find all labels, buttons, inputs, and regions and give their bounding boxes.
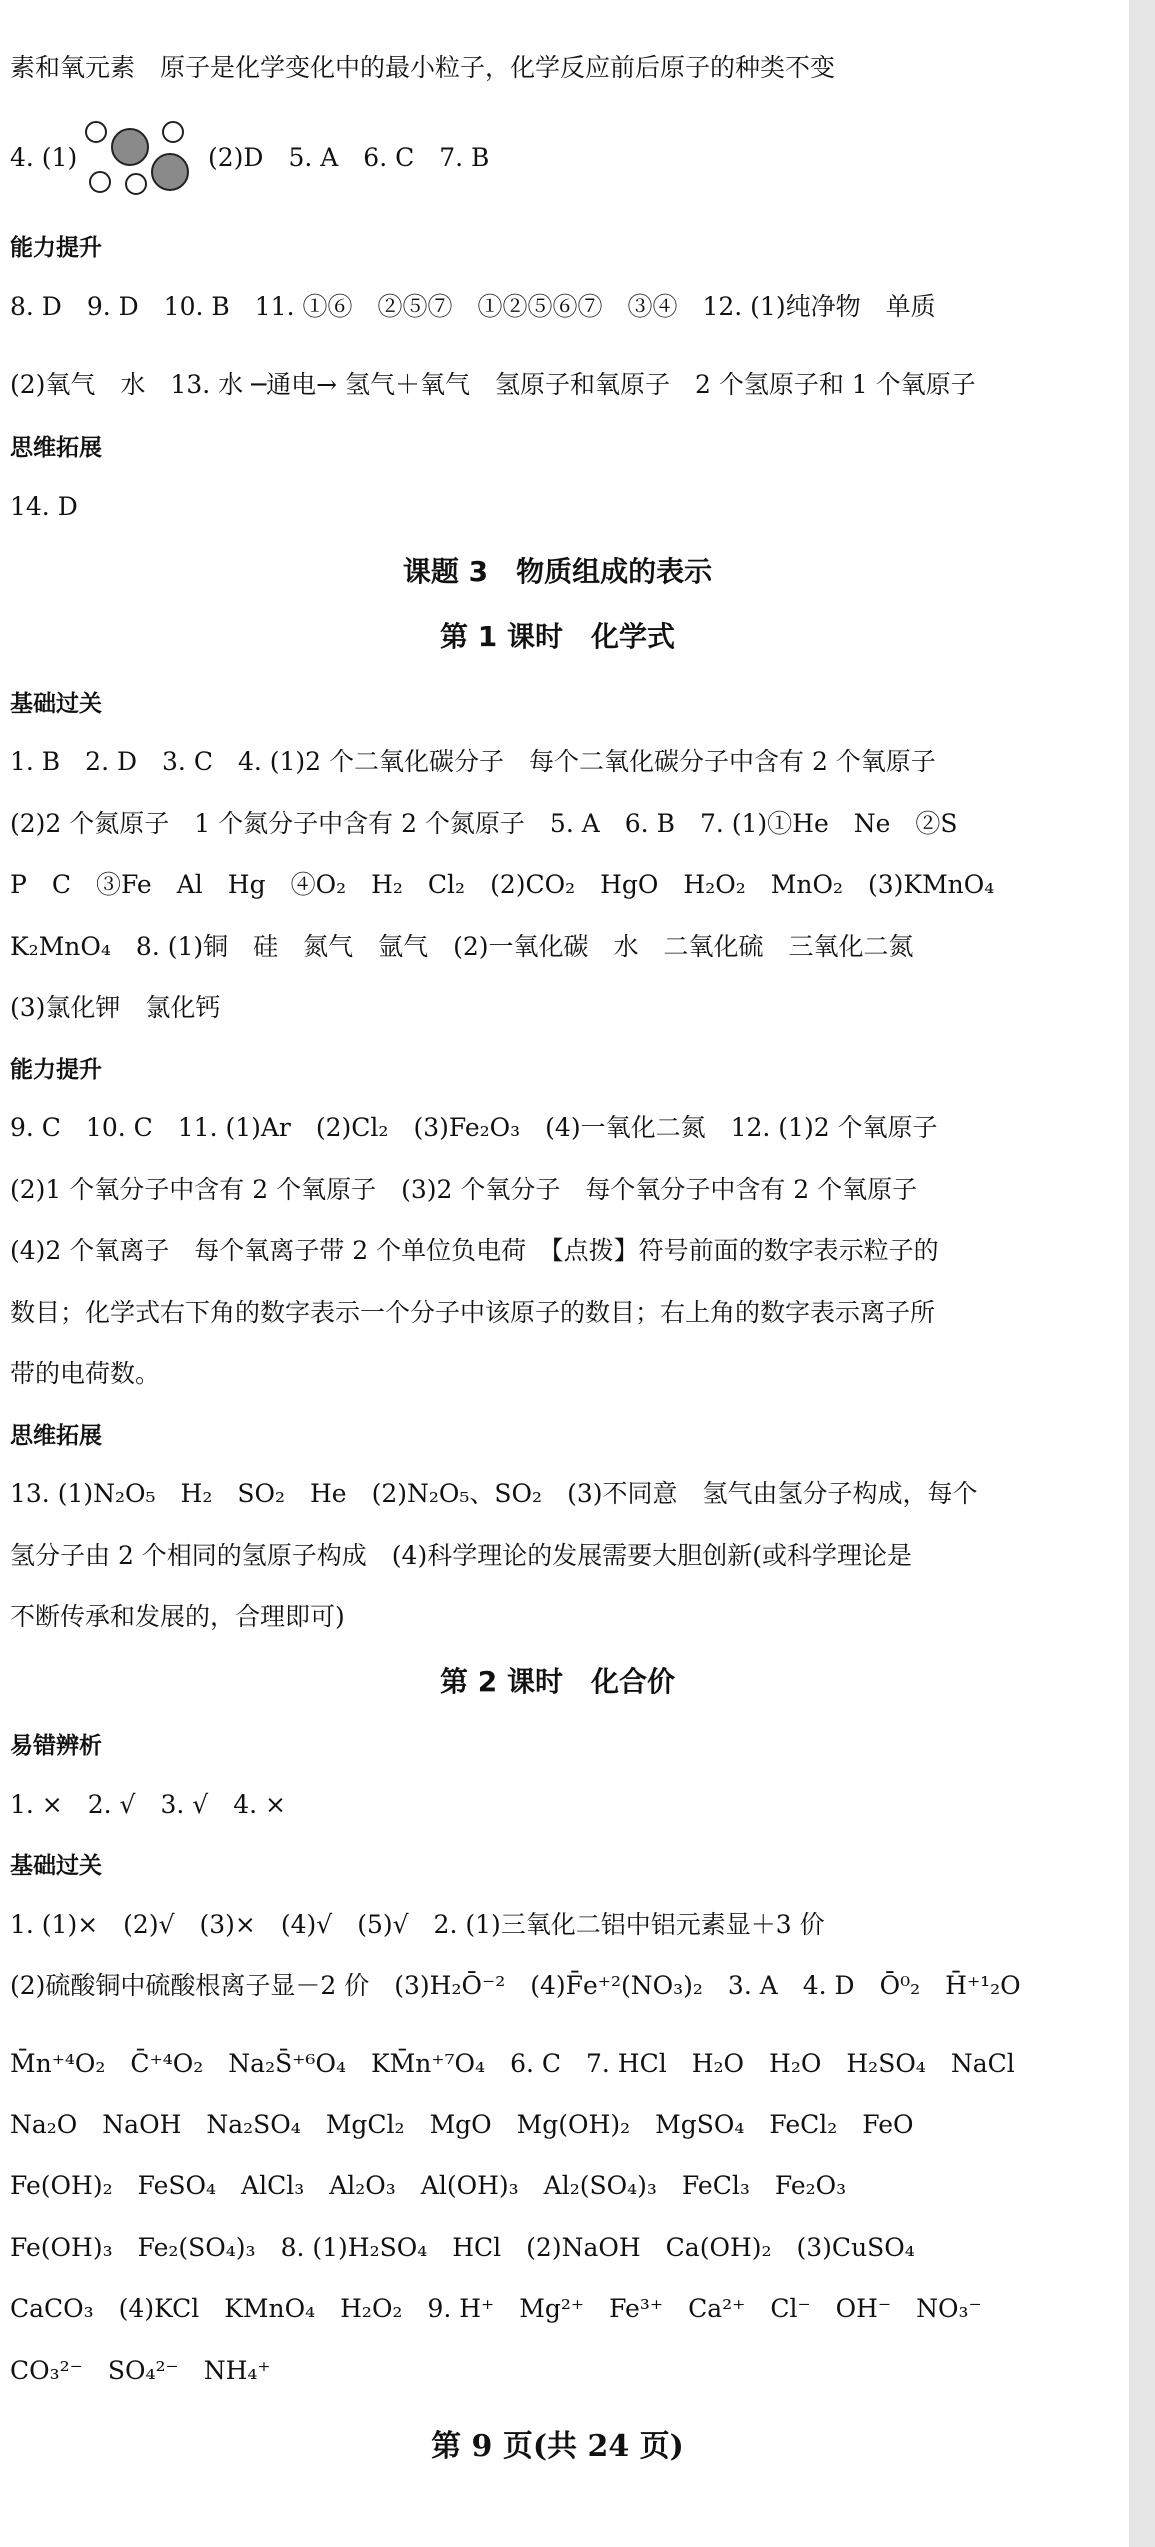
answer-line: (2)硫酸铜中硫酸根离子显－2 价 (3)H₂Ō⁻² (4)F̄e⁺²(NO₃)₂ 3. A 4. D Ō⁰₂ H̄⁺¹₂O	[10, 1971, 1021, 2000]
answer-line: 4. (1)	[10, 143, 78, 172]
section-heading: 基础过关	[10, 691, 102, 717]
answer-line: CO₃²⁻ SO₄²⁻ NH₄⁺	[10, 2356, 271, 2385]
period-title: 第 1 课时 化学式	[440, 620, 675, 653]
answer-line: (3)氯化钾 氯化钙	[10, 993, 221, 1022]
answer-line: 1. × 2. √ 3. √ 4. ×	[10, 1790, 286, 1819]
answer-line: 1. (1)× (2)√ (3)× (4)√ (5)√ 2. (1)三氧化二铝中铝元素显＋3 价	[10, 1910, 825, 1939]
page-footer: 第 9 页(共 24 页)	[431, 2429, 684, 2464]
answer-line: 不断传承和发展的，合理即可)	[10, 1602, 345, 1631]
lesson-title: 课题 3 物质组成的表示	[402, 555, 713, 588]
section-heading: 基础过关	[10, 1853, 102, 1879]
answer-line: (2)2 个氮原子 1 个氮分子中含有 2 个氮原子 5. A 6. B 7. (1)①He Ne ②S	[10, 809, 958, 838]
section-heading: 能力提升	[10, 235, 102, 261]
answer-line: P C ③Fe Al Hg ④O₂ H₂ Cl₂ (2)CO₂ HgO H₂O₂ MnO₂ (3)KMnO₄	[10, 870, 995, 899]
answer-line: Fe(OH)₃ Fe₂(SO₄)₃ 8. (1)H₂SO₄ HCl (2)NaOH Ca(OH)₂ (3)CuSO₄	[10, 2233, 915, 2262]
answer-line: CaCO₃ (4)KCl KMnO₄ H₂O₂ 9. H⁺ Mg²⁺ Fe³⁺ Ca²⁺ Cl⁻ OH⁻ NO₃⁻	[10, 2294, 982, 2323]
section-heading: 思维拓展	[10, 435, 102, 461]
answer-line: K₂MnO₄ 8. (1)铜 硅 氮气 氩气 (2)一氧化碳 水 二氧化硫 三氧化二氮	[10, 932, 914, 961]
answer-line: 素和氧元素 原子是化学变化中的最小粒子，化学反应前后原子的种类不变	[10, 53, 836, 82]
answer-line: 1. B 2. D 3. C 4. (1)2 个二氧化碳分子 每个二氧化碳分子中含有 2 个氧原子	[10, 747, 936, 776]
section-heading: 能力提升	[10, 1057, 102, 1083]
section-heading: 思维拓展	[10, 1423, 102, 1449]
period-title: 第 2 课时 化合价	[440, 1665, 675, 1698]
answer-line: 数目；化学式右下角的数字表示一个分子中该原子的数目；右上角的数字表示离子所	[10, 1298, 936, 1327]
answer-line: 13. (1)N₂O₅ H₂ SO₂ He (2)N₂O₅、SO₂ (3)不同意 氢气由氢分子构成，每个	[10, 1479, 978, 1508]
answer-line: 带的电荷数。	[10, 1359, 161, 1388]
answer-line: Fe(OH)₂ FeSO₄ AlCl₃ Al₂O₃ Al(OH)₃ Al₂(SO₄)₃ FeCl₃ Fe₂O₃	[10, 2171, 847, 2200]
section-heading: 易错辨析	[10, 1733, 102, 1759]
molecule-model-icon	[78, 112, 198, 202]
answer-line: (4)2 个氧离子 每个氧离子带 2 个单位负电荷 【点拨】符号前面的数字表示粒子的	[10, 1236, 939, 1265]
answer-line: 9. C 10. C 11. (1)Ar (2)Cl₂ (3)Fe₂O₃ (4)一氧化二氮 12. (1)2 个氧原子	[10, 1113, 938, 1142]
answer-line: (2)D 5. A 6. C 7. B	[208, 143, 490, 172]
answer-line: 8. D 9. D 10. B 11. ①⑥ ②⑤⑦ ①②⑤⑥⑦ ③④ 12. (1)纯净物 单质	[10, 292, 936, 321]
answer-line: M̄n⁺⁴O₂ C̄⁺⁴O₂ Na₂S̄⁺⁶O₄ KM̄n⁺⁷O₄ 6. C 7. HCl H₂O H₂O H₂SO₄ NaCl	[10, 2049, 1015, 2078]
page-edge-shadow	[1129, 0, 1155, 2547]
answer-line: Na₂O NaOH Na₂SO₄ MgCl₂ MgO Mg(OH)₂ MgSO₄ FeCl₂ FeO	[10, 2110, 914, 2139]
answer-line: 14. D	[10, 492, 78, 521]
answer-line: 氢分子由 2 个相同的氢原子构成 (4)科学理论的发展需要大胆创新(或科学理论是	[10, 1541, 912, 1570]
answer-line: (2)氧气 水 13. 水 ─通电→ 氢气＋氧气 氢原子和氧原子 2 个氢原子和 1 个氧原子	[10, 370, 976, 399]
answer-line: (2)1 个氧分子中含有 2 个氧原子 (3)2 个氧分子 每个氧分子中含有 2 个氧原子	[10, 1175, 918, 1204]
